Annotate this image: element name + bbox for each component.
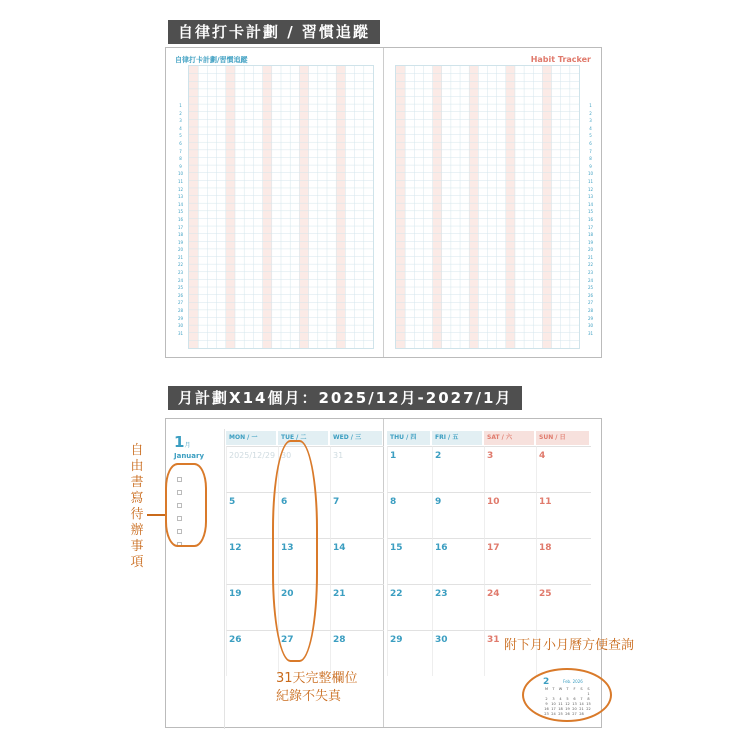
calendar-date: 29 bbox=[390, 635, 403, 645]
calendar-date: 2025/12/29 bbox=[229, 451, 276, 460]
day-number: 3 bbox=[589, 118, 592, 124]
calendar-date: 22 bbox=[390, 589, 403, 599]
calendar-day-cell[interactable] bbox=[432, 584, 484, 630]
calendar-day-cell[interactable] bbox=[226, 538, 278, 584]
calendar-day-cell[interactable] bbox=[387, 630, 432, 676]
habit-section-banner: 自律打卡計劃 / 習慣追蹤 bbox=[168, 20, 380, 44]
mini-calendar-row: 23 24 25 26 27 28 bbox=[544, 712, 584, 716]
calendar-date: 1 bbox=[390, 451, 397, 461]
day-number: 20 bbox=[177, 247, 184, 253]
day-number: 24 bbox=[587, 277, 594, 283]
day-number: 20 bbox=[587, 247, 594, 253]
day-number: 17 bbox=[177, 224, 184, 230]
day-number: 8 bbox=[589, 156, 592, 162]
weekday-header: FRI / 五 bbox=[432, 431, 482, 445]
day-number: 13 bbox=[587, 194, 594, 200]
calendar-day-cell[interactable] bbox=[387, 446, 432, 492]
day-number: 31 bbox=[177, 330, 184, 336]
day-number: 14 bbox=[587, 201, 594, 207]
calendar-date: 27 bbox=[281, 635, 294, 645]
day-number: 17 bbox=[587, 224, 594, 230]
weekday-header: TUE / 二 bbox=[278, 431, 328, 445]
day-number: 13 bbox=[177, 194, 184, 200]
day-number: 15 bbox=[177, 209, 184, 215]
habit-tracker-spread bbox=[165, 47, 602, 358]
todo-highlight-oval bbox=[165, 463, 207, 547]
day-number: 14 bbox=[177, 201, 184, 207]
calendar-day-cell[interactable] bbox=[330, 584, 384, 630]
day-number: 22 bbox=[587, 262, 594, 268]
calendar-day-cell[interactable] bbox=[484, 538, 536, 584]
day-number: 18 bbox=[587, 232, 594, 238]
calendar-day-cell[interactable] bbox=[536, 446, 591, 492]
calendar-date: 20 bbox=[281, 589, 294, 599]
weekday-header: WED / 三 bbox=[330, 431, 382, 445]
calendar-date: 13 bbox=[281, 543, 294, 553]
mini-calendar-row: M T W T F S S bbox=[544, 687, 590, 691]
calendar-date: 23 bbox=[435, 589, 448, 599]
weekday-header: SUN / 日 bbox=[536, 431, 589, 445]
day-number: 21 bbox=[177, 254, 184, 260]
calendar-date: 3 bbox=[487, 451, 494, 461]
calendar-day-cell[interactable] bbox=[432, 492, 484, 538]
calendar-date: 7 bbox=[333, 497, 340, 507]
day-annotation-line2: 紀錄不失真 bbox=[276, 689, 342, 704]
day-number: 18 bbox=[177, 232, 184, 238]
monthly-section-banner: 月計劃X14個月：2025/12月-2027/1月 bbox=[168, 386, 522, 410]
month-name: January bbox=[174, 452, 205, 460]
calendar-day-cell[interactable] bbox=[484, 492, 536, 538]
calendar-date: 11 bbox=[539, 497, 552, 507]
calendar-day-cell[interactable] bbox=[387, 584, 432, 630]
day-number: 19 bbox=[587, 239, 594, 245]
calendar-day-cell[interactable] bbox=[330, 492, 384, 538]
day-number: 27 bbox=[587, 300, 594, 306]
day-number: 8 bbox=[179, 156, 182, 162]
day-number: 10 bbox=[587, 171, 594, 177]
day-number: 25 bbox=[587, 285, 594, 291]
day-number: 6 bbox=[589, 140, 592, 146]
calendar-date: 18 bbox=[539, 543, 552, 553]
calendar-date: 16 bbox=[435, 543, 448, 553]
habit-right-page bbox=[385, 48, 603, 357]
calendar-day-cell[interactable] bbox=[536, 538, 591, 584]
calendar-date: 6 bbox=[281, 497, 288, 507]
day-number: 16 bbox=[587, 216, 594, 222]
day-number: 28 bbox=[177, 308, 184, 314]
calendar-date: 26 bbox=[229, 635, 242, 645]
calendar-date: 24 bbox=[487, 589, 500, 599]
mini-calendar-annotation: 附下月小月曆方便查詢 bbox=[504, 638, 635, 653]
day-number: 26 bbox=[587, 292, 594, 298]
weekday-header: SAT / 六 bbox=[484, 431, 534, 445]
day-number: 25 bbox=[177, 285, 184, 291]
calendar-date: 4 bbox=[539, 451, 546, 461]
weekday-header: MON / 一 bbox=[226, 431, 276, 445]
calendar-day-cell[interactable] bbox=[432, 630, 484, 676]
calendar-day-cell[interactable] bbox=[226, 630, 278, 676]
month-number: 1月 bbox=[174, 433, 191, 451]
mini-calendar-highlight-oval bbox=[522, 668, 612, 722]
day-number: 28 bbox=[587, 308, 594, 314]
calendar-date: 9 bbox=[435, 497, 442, 507]
day-number: 26 bbox=[177, 292, 184, 298]
day-number: 7 bbox=[179, 148, 182, 154]
weekday-header: THU / 四 bbox=[387, 431, 430, 445]
mini-calendar-row: 16 17 18 19 20 21 22 bbox=[544, 707, 591, 711]
calendar-date: 12 bbox=[229, 543, 242, 553]
calendar-day-cell[interactable] bbox=[432, 538, 484, 584]
mini-calendar-row: 1 bbox=[587, 692, 590, 696]
day-number: 5 bbox=[179, 133, 182, 139]
calendar-date: 17 bbox=[487, 543, 500, 553]
day-number: 23 bbox=[587, 270, 594, 276]
day-number: 7 bbox=[589, 148, 592, 154]
calendar-date: 5 bbox=[229, 497, 236, 507]
calendar-date: 25 bbox=[539, 589, 552, 599]
calendar-day-cell[interactable] bbox=[484, 446, 536, 492]
day-number: 11 bbox=[587, 178, 594, 184]
day-annotation-line1: 31天完整欄位 bbox=[276, 671, 358, 686]
calendar-day-cell[interactable] bbox=[387, 492, 432, 538]
calendar-date: 19 bbox=[229, 589, 242, 599]
day-number: 9 bbox=[179, 163, 182, 169]
day-number: 22 bbox=[177, 262, 184, 268]
day-number: 3 bbox=[179, 118, 182, 124]
calendar-date: 31 bbox=[333, 451, 344, 460]
day-number: 30 bbox=[177, 323, 184, 329]
day-number: 5 bbox=[589, 133, 592, 139]
day-column-highlight-oval bbox=[272, 440, 318, 662]
calendar-day-cell[interactable] bbox=[536, 492, 591, 538]
calendar-date: 31 bbox=[487, 635, 500, 645]
day-number: 12 bbox=[177, 186, 184, 192]
todo-annotation-pointer bbox=[147, 514, 167, 516]
day-number: 27 bbox=[177, 300, 184, 306]
mini-calendar-row: 9 10 11 12 13 14 15 bbox=[545, 702, 591, 706]
todo-annotation: 自 由 書 寫 待 辦 事 項 bbox=[130, 443, 144, 570]
calendar-date: 15 bbox=[390, 543, 403, 553]
day-number: 31 bbox=[587, 330, 594, 336]
sidebar-divider bbox=[224, 429, 225, 729]
day-number: 1 bbox=[179, 103, 182, 108]
calendar-day-cell[interactable] bbox=[330, 446, 384, 492]
habit-grid-right bbox=[395, 65, 580, 349]
day-number: 12 bbox=[587, 186, 594, 192]
day-number: 29 bbox=[177, 315, 184, 321]
calendar-date: 28 bbox=[333, 635, 346, 645]
calendar-date: 30 bbox=[435, 635, 448, 645]
mini-month-title: Feb. 2026 bbox=[563, 679, 583, 684]
calendar-day-cell[interactable] bbox=[484, 584, 536, 630]
day-number: 2 bbox=[589, 110, 592, 116]
calendar-date: 10 bbox=[487, 497, 500, 507]
calendar-date: 14 bbox=[333, 543, 346, 553]
day-number: 19 bbox=[177, 239, 184, 245]
day-number: 6 bbox=[179, 140, 182, 146]
calendar-date: 8 bbox=[390, 497, 397, 507]
day-number: 24 bbox=[177, 277, 184, 283]
day-number: 16 bbox=[177, 216, 184, 222]
day-number-column-left bbox=[175, 64, 186, 337]
calendar-day-cell[interactable] bbox=[330, 538, 384, 584]
calendar-day-cell[interactable] bbox=[432, 446, 484, 492]
day-number: 11 bbox=[177, 178, 184, 184]
day-number: 15 bbox=[587, 209, 594, 215]
day-number: 21 bbox=[587, 254, 594, 260]
calendar-date: 21 bbox=[333, 589, 346, 599]
mini-month-number: 2 bbox=[543, 677, 550, 687]
day-number: 30 bbox=[587, 323, 594, 329]
habit-left-title: 自律打卡計劃/習慣追蹤 bbox=[175, 56, 248, 64]
day-number: 2 bbox=[179, 110, 182, 116]
day-number: 9 bbox=[589, 163, 592, 169]
habit-right-title: Habit Tracker bbox=[530, 55, 591, 64]
day-number: 4 bbox=[589, 125, 592, 131]
day-number: 1 bbox=[589, 103, 592, 108]
mini-calendar-row: 2 3 4 5 6 7 8 bbox=[545, 697, 590, 701]
calendar-day-cell[interactable] bbox=[387, 538, 432, 584]
calendar-day-cell[interactable] bbox=[226, 492, 278, 538]
day-number: 4 bbox=[179, 125, 182, 131]
calendar-day-cell[interactable] bbox=[226, 584, 278, 630]
calendar-date: 2 bbox=[435, 451, 442, 461]
day-number-column-right bbox=[585, 64, 596, 337]
habit-grid-left bbox=[188, 65, 374, 349]
day-number: 29 bbox=[587, 315, 594, 321]
calendar-day-cell[interactable] bbox=[226, 446, 278, 492]
habit-left-page bbox=[166, 48, 384, 357]
calendar-day-cell[interactable] bbox=[536, 584, 591, 630]
calendar-date: 30 bbox=[281, 451, 292, 460]
day-number: 23 bbox=[177, 270, 184, 276]
day-number: 10 bbox=[177, 171, 184, 177]
